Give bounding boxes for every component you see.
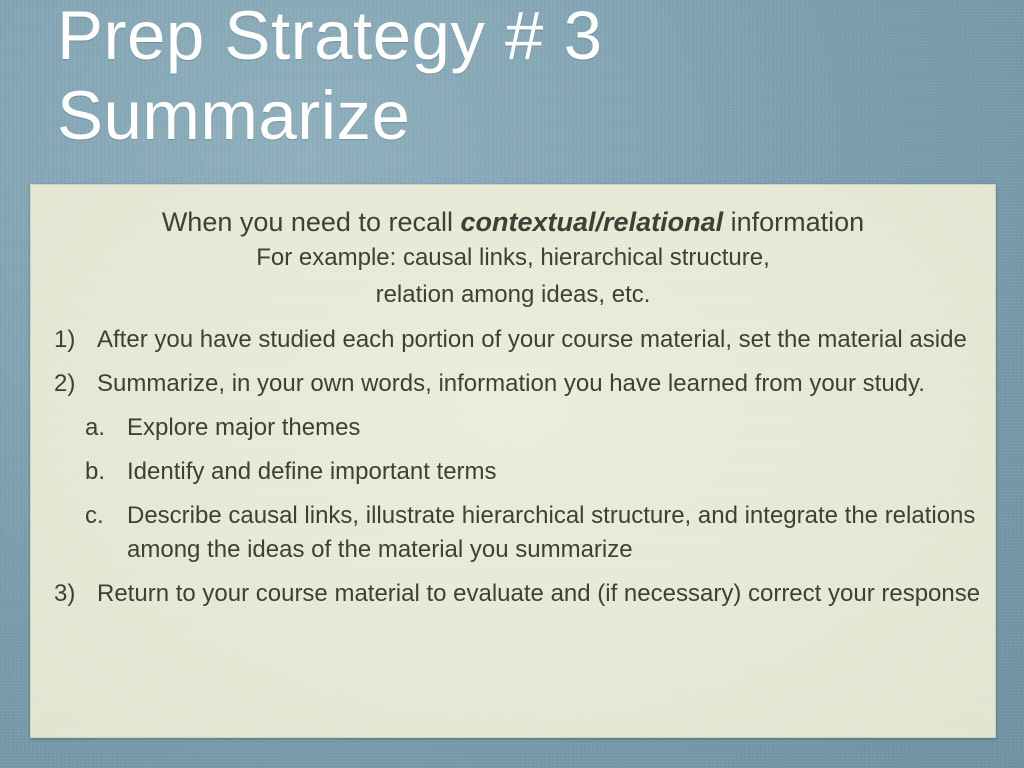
substep-marker: a. — [85, 414, 106, 441]
substep-text: Explore major themes — [127, 414, 361, 441]
intro-line-1 — [31, 205, 995, 239]
step-text: Return to your course material to evaluate and (if necessary) correct your response — [97, 580, 981, 607]
intro-block — [31, 185, 995, 313]
substep-text: Identify and define important terms — [127, 458, 497, 485]
intro-line-3: relation among ideas, etc. — [375, 281, 651, 308]
step-marker: 3) — [54, 580, 76, 607]
substep-item-b — [31, 455, 997, 489]
intro-emphasis: contextual/relational — [460, 207, 724, 237]
substep-item-c — [31, 499, 997, 567]
strategy-steps-list — [31, 323, 997, 621]
slide-title-line-2: Summarize — [57, 77, 411, 154]
step-marker: 1) — [54, 326, 76, 353]
step-text: Summarize, in your own words, information you have learned from your study. — [97, 370, 925, 397]
step-item-2 — [31, 367, 997, 401]
slide-title-line-1: Prep Strategy # 3 — [57, 0, 603, 74]
substep-marker: b. — [85, 458, 106, 485]
step-item-1 — [31, 323, 997, 357]
step-item-3 — [31, 577, 997, 611]
substep-marker: c. — [85, 502, 104, 529]
step-text: After you have studied each portion of your course material, set the material aside — [97, 326, 967, 353]
substep-text: Describe causal links, illustrate hierarchical structure, and integrate the relations among the ideas of the material you summarize — [127, 502, 976, 563]
slide-title — [57, 0, 602, 156]
intro-suffix: information — [730, 207, 865, 237]
substep-item-a — [31, 411, 997, 445]
content-panel — [30, 184, 996, 738]
intro-line-2: For example: causal links, hierarchical structure, — [256, 244, 770, 271]
intro-prefix: When you need to recall — [161, 207, 453, 237]
step-marker: 2) — [54, 370, 76, 397]
